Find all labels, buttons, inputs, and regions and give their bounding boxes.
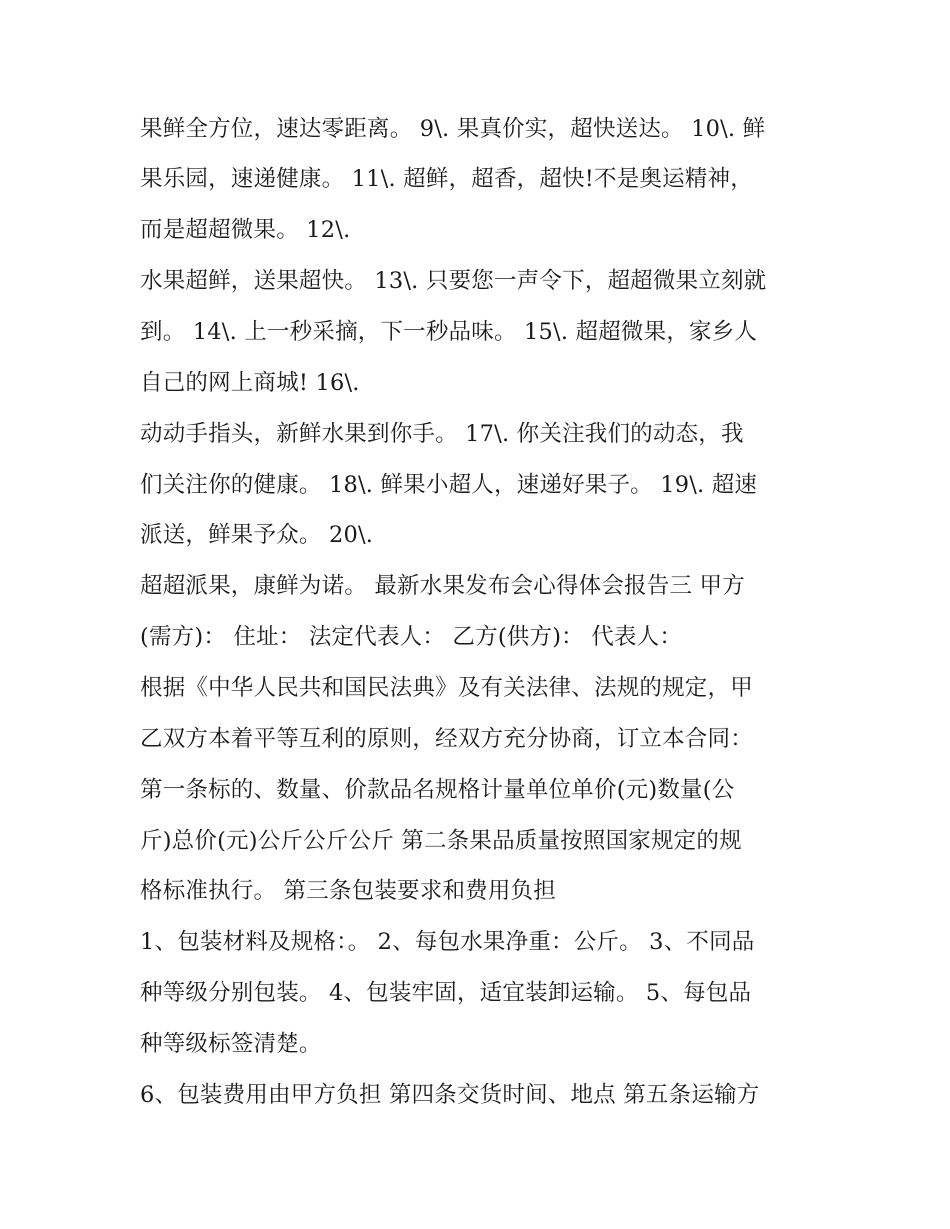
- text-line: 动动手指头，新鲜水果到你手。 17\. 你关注我们的动态，我: [140, 421, 744, 447]
- text-line: 根据《中华人民共和国民法典》及有关法律、法规的规定，甲: [140, 675, 753, 701]
- text-line: 1、包装材料及规格：。 2、每包水果净重：公斤。 3、不同品: [140, 929, 755, 955]
- text-line: 果鲜全方位，速达零距离。 9\. 果真价实，超快送达。 10\. 鲜: [140, 116, 766, 142]
- text-line: 超超派果，康鲜为诺。 最新水果发布会心得体会报告三 甲方: [140, 573, 745, 599]
- text-line: 第一条标的、数量、价款品名规格计量单位单价(元)数量(公: [140, 777, 735, 803]
- text-line: 格标准执行。 第三条包装要求和费用负担: [140, 878, 556, 904]
- text-line: 自己的网上商城! 16\.: [140, 370, 360, 396]
- text-line: 果乐园，速递健康。 11\. 超鲜，超香，超快!不是奥运精神，: [140, 166, 753, 192]
- text-line: 斤)总价(元)公斤公斤公斤 第二条果品质量按照国家规定的规: [140, 828, 742, 854]
- text-line: 6、包装费用由甲方负担 第四条交货时间、地点 第五条运输方: [140, 1082, 760, 1108]
- text-line: 种等级分别包装。 4、包装牢固，适宜装卸运输。 5、每包品: [140, 980, 752, 1006]
- text-line: 派送，鲜果予众。 20\.: [140, 522, 374, 548]
- text-line: (需方)： 住址： 法定代表人： 乙方(供方)： 代表人：: [140, 624, 683, 650]
- text-line: 而是超超微果。 12\.: [140, 217, 351, 243]
- text-line: 种等级标签清楚。: [140, 1031, 322, 1057]
- text-line: 到。 14\. 上一秒采摘，下一秒品味。 15\. 超超微果，家乡人: [140, 319, 758, 345]
- text-line: 水果超鲜，送果超快。 13\. 只要您一声令下，超超微果立刻就: [140, 268, 767, 294]
- text-line: 们关注你的健康。 18\. 鲜果小超人，速递好果子。 19\. 超速: [140, 472, 758, 498]
- text-line: 乙双方本着平等互利的原则，经双方充分协商，订立本合同：: [140, 726, 753, 752]
